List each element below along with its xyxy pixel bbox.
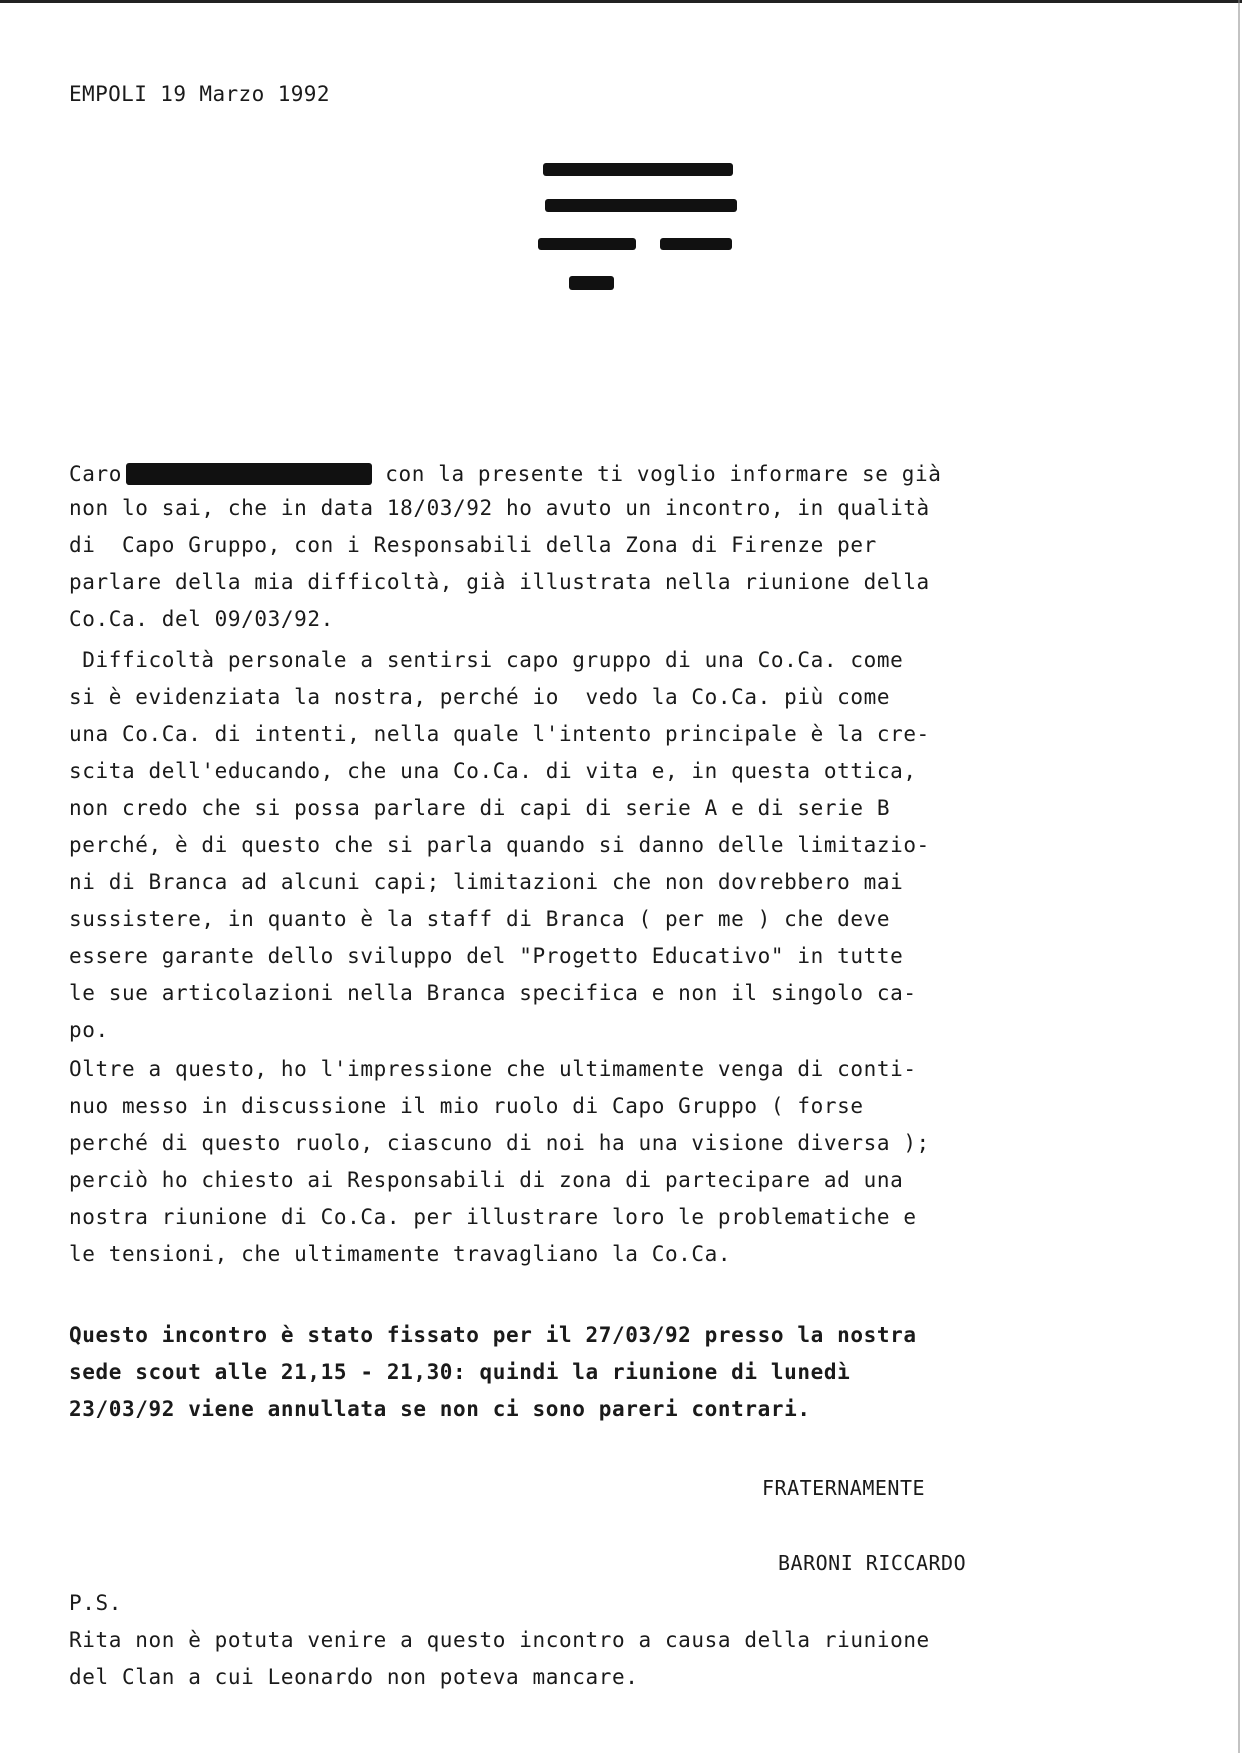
paragraph-line: Oltre a questo, ho l'impressione che ultimamente venga di conti- <box>69 1057 917 1081</box>
paragraph-line: non credo che si possa parlare di capi di serie A e di serie B <box>69 796 891 820</box>
redacted-name <box>126 463 372 485</box>
paragraph-line: po. <box>69 1018 109 1042</box>
paragraph-line: scita dell'educando, che una Co.Ca. di vita e, in questa ottica, <box>69 759 917 783</box>
paragraph-line: perché, è di questo che si parla quando si danno delle limitazio- <box>69 833 930 857</box>
paragraph-line: nostra riunione di Co.Ca. per illustrare loro le problematiche e <box>69 1205 917 1229</box>
paragraph-line: si è evidenziata la nostra, perché io vedo la Co.Ca. più come <box>69 685 891 709</box>
postscript-line: Rita non è potuta venire a questo incontro a causa della riunione <box>69 1628 930 1652</box>
redaction-bar <box>545 199 737 212</box>
paragraph-line: 23/03/92 viene annullata se non ci sono pareri contrari. <box>69 1397 811 1421</box>
page-top-edge <box>0 0 1242 3</box>
page-right-edge <box>1238 0 1240 1753</box>
paragraph-line: Questo incontro è stato fissato per il 27/03/92 presso la nostra <box>69 1323 917 1347</box>
postscript-line: del Clan a cui Leonardo non poteva mancare. <box>69 1665 639 1689</box>
paragraph-line: essere garante dello sviluppo del "Progetto Educativo" in tutte <box>69 944 904 968</box>
paragraph-line: ni di Branca ad alcuni capi; limitazioni che non dovrebbero mai <box>69 870 904 894</box>
paragraph-line: nuo messo in discussione il mio ruolo di Capo Gruppo ( forse <box>69 1094 864 1118</box>
paragraph-line: sede scout alle 21,15 - 21,30: quindi la riunione di lunedì <box>69 1360 851 1384</box>
paragraph-line: Difficoltà personale a sentirsi capo gruppo di una Co.Ca. come <box>69 648 904 672</box>
closing-greeting: FRATERNAMENTE <box>762 1476 926 1500</box>
paragraph-line: una Co.Ca. di intenti, nella quale l'intento principale è la cre- <box>69 722 930 746</box>
paragraph-line: Co.Ca. del 09/03/92. <box>69 607 334 631</box>
paragraph-line: perché di questo ruolo, ciascuno di noi ha una visione diversa ); <box>69 1131 930 1155</box>
signature: BARONI RICCARDO <box>778 1551 967 1575</box>
redaction-bar <box>538 238 636 250</box>
redaction-bar <box>569 276 614 290</box>
salutation-line <box>69 459 941 486</box>
paragraph-line: non lo sai, che in data 18/03/92 ho avuto un incontro, in qualità <box>69 496 930 520</box>
paragraph-line: di Capo Gruppo, con i Responsabili della Zona di Firenze per <box>69 533 877 557</box>
redaction-bar <box>660 238 732 250</box>
postscript-label: P.S. <box>69 1591 122 1615</box>
paragraph-line: le tensioni, che ultimamente travagliano la Co.Ca. <box>69 1242 732 1266</box>
paragraph-line: sussistere, in quanto è la staff di Branca ( per me ) che deve <box>69 907 891 931</box>
paragraph-line: parlare della mia difficoltà, già illustrata nella riunione della <box>69 570 930 594</box>
redaction-bar <box>543 163 733 176</box>
paragraph-line: perciò ho chiesto ai Responsabili di zona di partecipare ad una <box>69 1168 904 1192</box>
paragraph-line: le sue articolazioni nella Branca specifica e non il singolo ca- <box>69 981 917 1005</box>
date-line: EMPOLI 19 Marzo 1992 <box>69 82 330 106</box>
salutation-prefix: Caro <box>69 462 122 486</box>
salutation-text: con la presente ti voglio informare se già <box>371 462 942 486</box>
